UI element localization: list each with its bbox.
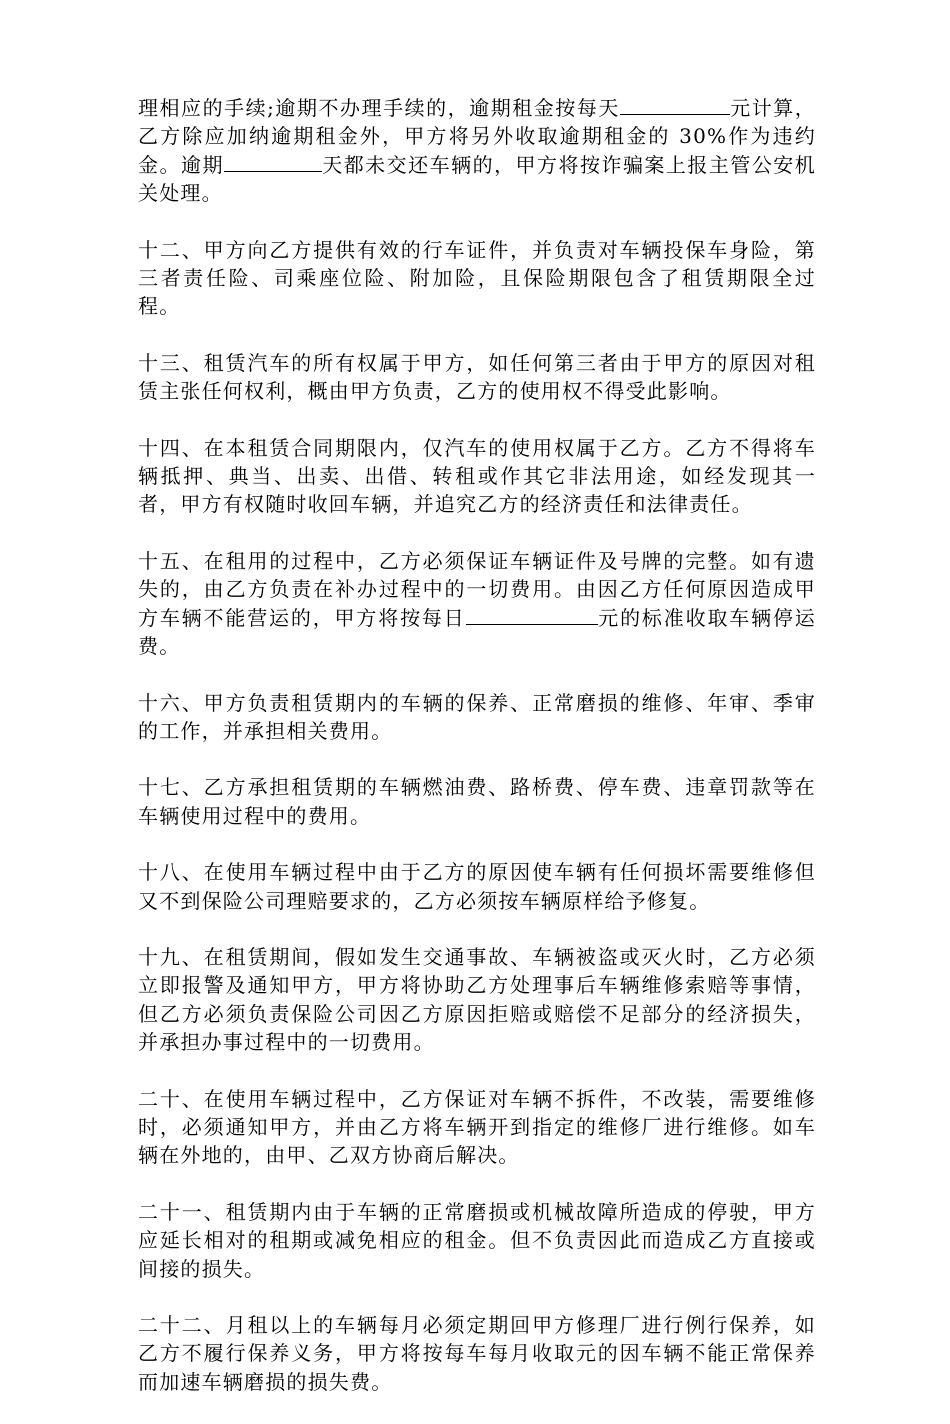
clause-text: 天都未交还车辆的，甲方将按诈骗案上报主管公安机关处理。 <box>138 152 816 206</box>
clause-12: 十二、甲方向乙方提供有效的行车证件，并负责对车辆投保车身险，第三者责任险、司乘座位险、附加险，且保险期限包含了租赁期限全过程。 <box>138 237 816 319</box>
clause-22: 二十二、月租以上的车辆每月必须定期回甲方修理厂进行例行保养，如乙方不履行保养义务，甲方将按每车每月收取元的因车辆不能正常保养而加速车辆磨损的损失费。 <box>138 1313 816 1394</box>
clause-17: 十七、乙方承担租赁期的车辆燃油费、路桥费、停车费、违章罚款等在车辆使用过程中的费用。 <box>138 775 816 828</box>
clause-16: 十六、甲方负责租赁期内的车辆的保养、正常磨损的维修、年审、季审的工作，并承担相关费用。 <box>138 690 816 743</box>
blank-overdue-days[interactable] <box>224 153 322 172</box>
blank-daily-late-fee[interactable] <box>620 96 730 115</box>
clause-15 <box>138 547 816 661</box>
clause-11-continuation <box>138 94 816 208</box>
blank-daily-downtime-fee[interactable] <box>466 606 598 625</box>
clause-text: 元计算，乙方除应加纳逾期租金外，甲方将另外收取逾期租金的 30%作为违约金。逾期 <box>138 96 816 177</box>
clause-18: 十八、在使用车辆过程中由于乙方的原因使车辆有任何损坏需要维修但又不到保险公司理赔要求的，乙方必须按车辆原样给予修复。 <box>138 860 816 913</box>
clause-text: 元的标准收取车辆停运费。 <box>138 605 817 659</box>
clause-13: 十三、租赁汽车的所有权属于甲方，如任何第三者由于甲方的原因对租赁主张任何权利，概由甲方负责，乙方的使用权不得受此影响。 <box>138 350 816 404</box>
clause-text: 十五、在租用的过程中，乙方必须保证车辆证件及号牌的完整。如有遗失的，由乙方负责在补办过程中的一切费用。由因乙方任何原因造成甲方车辆不能营运的，甲方将按每日 <box>138 548 816 630</box>
document-page <box>138 94 816 1424</box>
clause-21: 二十一、租赁期内由于车辆的正常磨损或机械故障所造成的停驶，甲方应延长相对的租期或减免相应的租金。但不负责因此而造成乙方直接或间接的损失。 <box>138 1199 816 1281</box>
clause-20: 二十、在使用车辆过程中，乙方保证对车辆不拆件，不改装，需要维修时，必须通知甲方，并由乙方将车辆开到指定的维修厂进行维修。如车辆在外地的，由甲、乙双方协商后解决。 <box>138 1086 816 1168</box>
clause-text: 理相应的手续;逾期不办理手续的，逾期租金按每天 <box>138 96 620 120</box>
clause-14: 十四、在本租赁合同期限内，仅汽车的使用权属于乙方。乙方不得将车辆抵押、典当、出卖、出借、转租或作其它非法用途，如经发现其一者，甲方有权随时收回车辆，并追究乙方的经济责任和法律责任。 <box>138 435 816 517</box>
clause-19: 十九、在租赁期间，假如发生交通事故、车辆被盗或灭火时，乙方必须立即报警及通知甲方，甲方将协助乙方处理事后车辆维修索赔等事情，但乙方必须负责保险公司因乙方原因拒赔或赔偿不足部分的经济损失，并承担办事过程中的一切费用。 <box>138 944 816 1055</box>
